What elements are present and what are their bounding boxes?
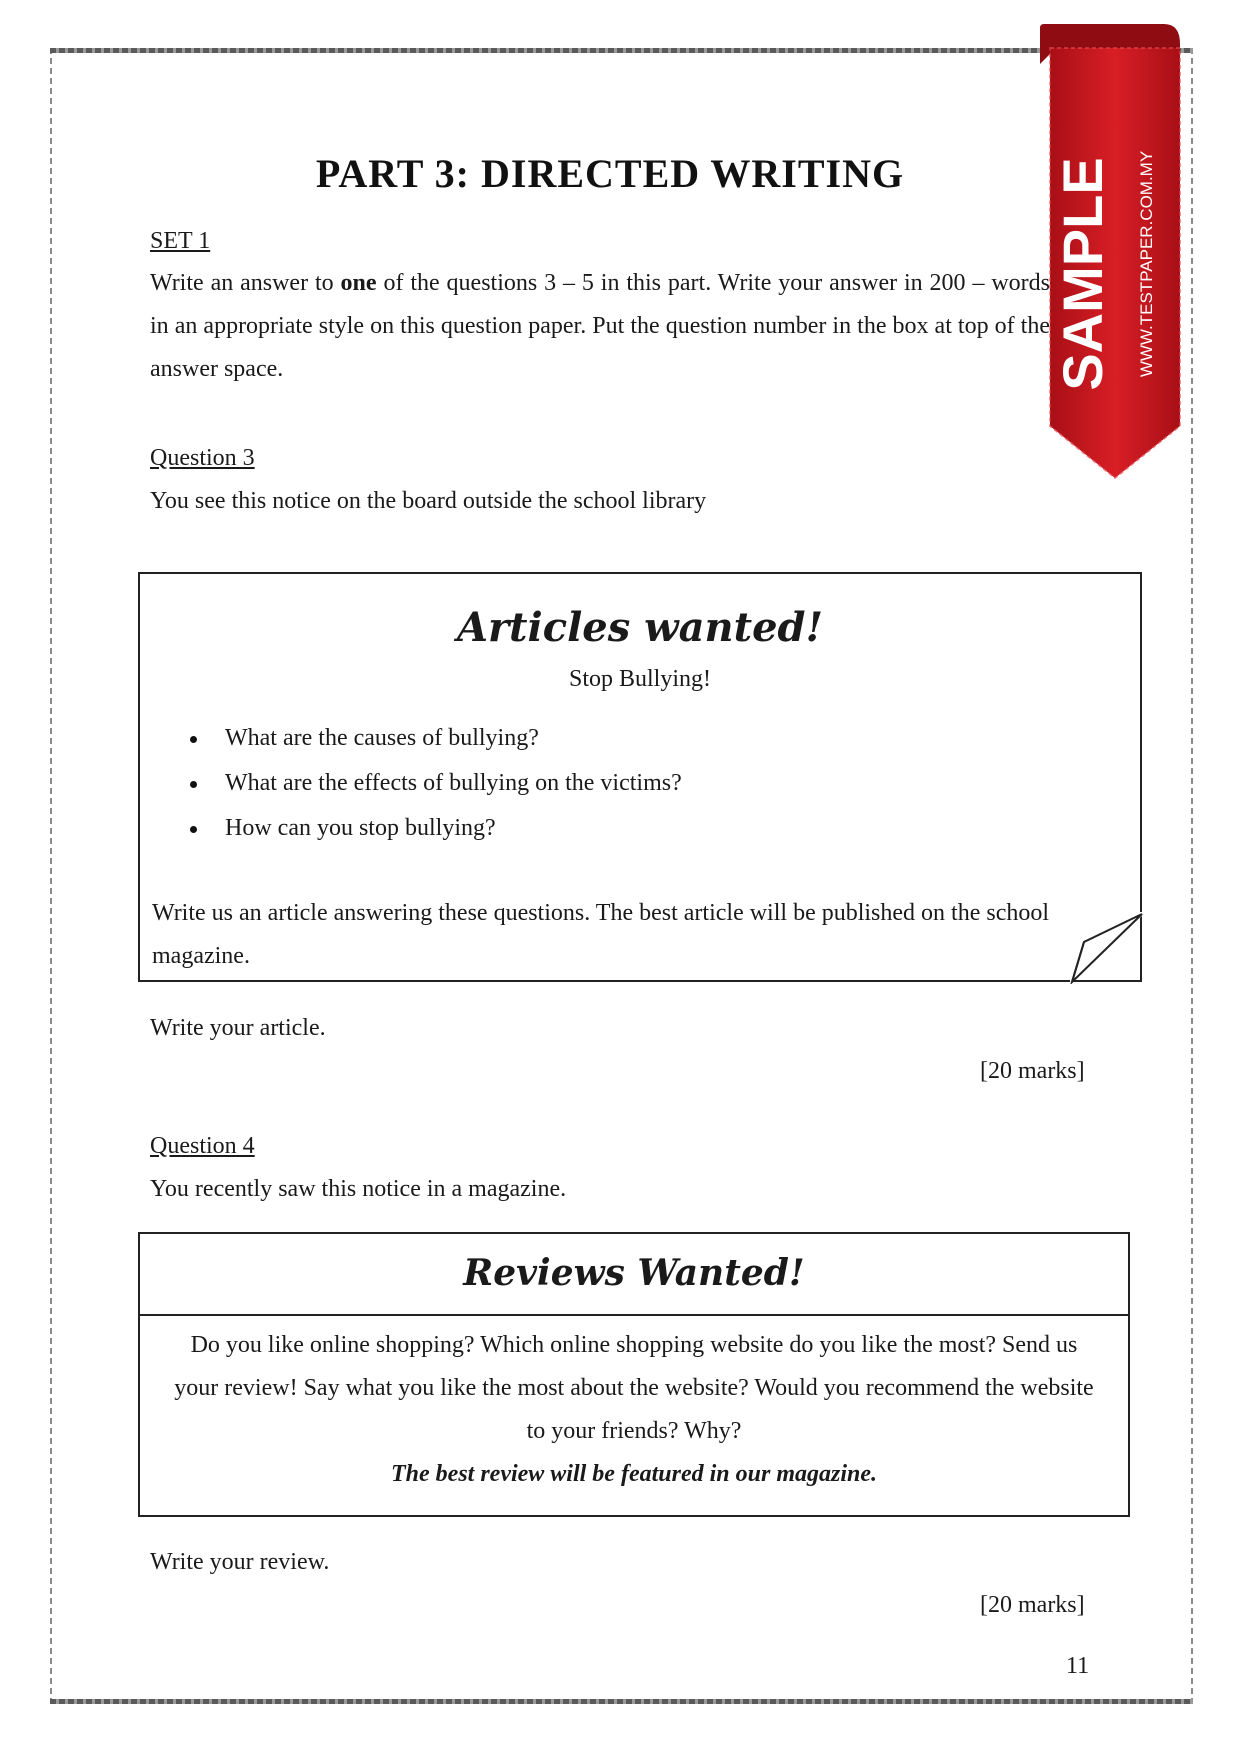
notice-subtitle: Stop Bullying! [568,666,712,692]
question4-heading: Question 4 [150,1133,255,1159]
question4-prompt: You recently saw this notice in a magazine. [150,1176,567,1202]
question4-task: Write your review. [150,1549,330,1575]
list-item: How can you stop bullying? [180,806,682,851]
list-item: What are the causes of bullying? [180,716,682,761]
list-item: What are the effects of bullying on the victims? [180,761,682,806]
instructions-part2: of the questions 3 – 5 in this part. Write your answer in 200 – words in an appropriate style on this question paper. Put the question number in the box at top of the answer space. [150,270,1051,382]
question3-prompt: You see this notice on the board outside the school library [150,488,707,514]
question3-marks: [20 marks] [980,1058,1085,1084]
question4-marks: [20 marks] [980,1592,1085,1618]
instructions [150,262,1050,391]
notice-bullet-list [180,716,682,851]
notice-body-text: Do you like online shopping? Which online shopping website do you like the most? Send us your review! Say what you like the most about the website? Would you recommend the website to your friends? Why? [174,1332,1094,1444]
instructions-bold: one [340,270,377,296]
set-label: SET 1 [150,228,211,254]
notice-body [140,1316,1128,1496]
page-curl-decoration [1070,912,1144,984]
page-number: 11 [1066,1653,1090,1679]
sample-ribbon [1030,24,1190,484]
notice-box-articles [138,572,1142,982]
question3-heading: Question 3 [150,445,255,471]
instructions-part1: Write an answer to [150,270,341,296]
ribbon-url: WWW.TESTPAPER.COM.MY [1137,150,1156,378]
border-top-pattern [50,48,1193,53]
notice-tagline: The best review will be featured in our magazine. [391,1461,877,1487]
notice-title: Articles wanted! [456,604,824,651]
page-title: PART 3: DIRECTED WRITING [315,151,905,196]
notice-title: Reviews Wanted! [140,1234,1128,1316]
notice-box-reviews [138,1232,1130,1517]
ribbon-label: SAMPLE [1051,157,1114,391]
question3-task: Write your article. [150,1015,326,1041]
notice-footer: Write us an article answering these questions. The best article will be published on the school magazine. [152,900,1050,969]
border-bottom-pattern [50,1699,1193,1704]
